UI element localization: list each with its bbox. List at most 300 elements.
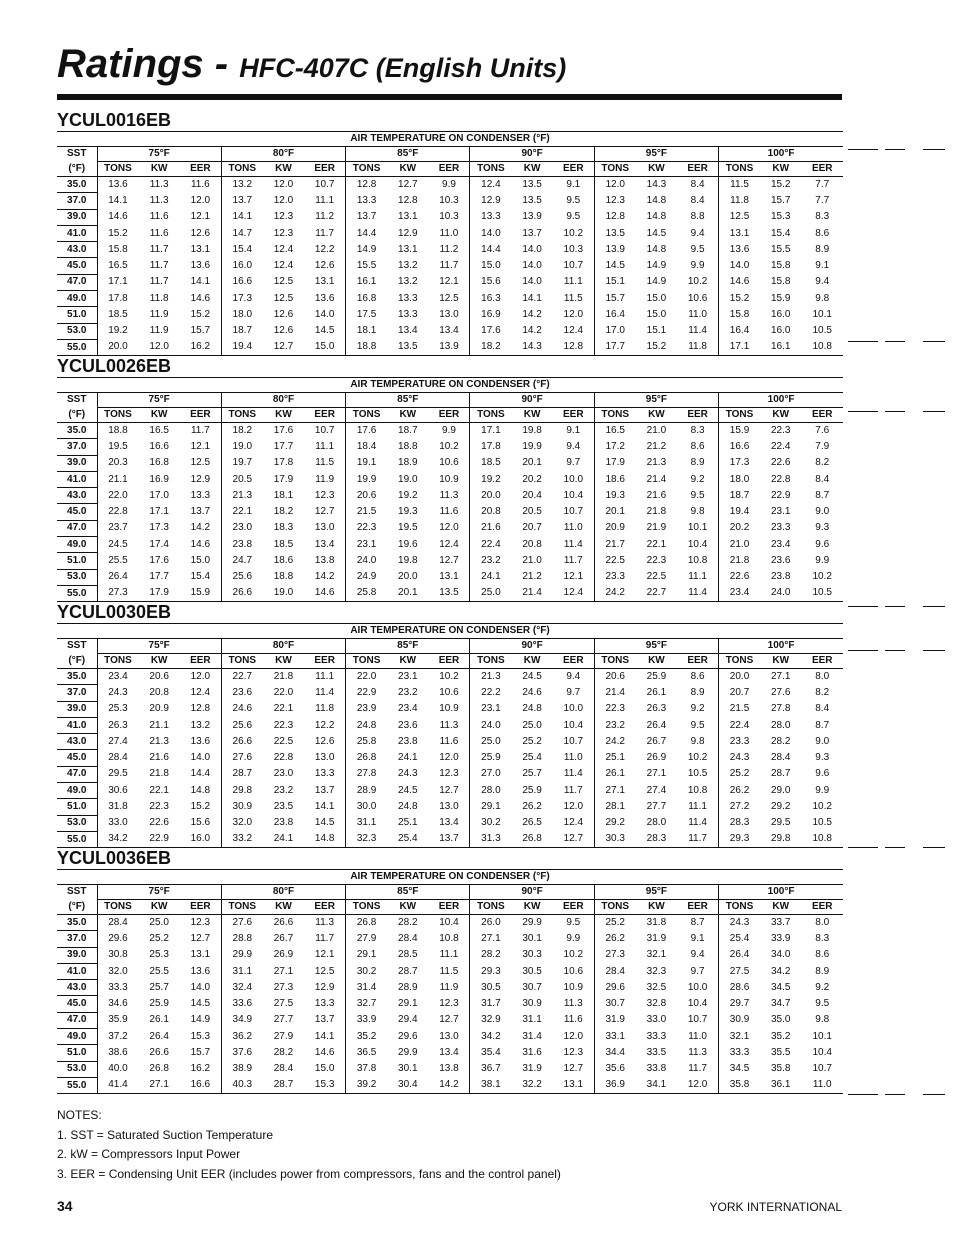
table-row — [57, 1077, 843, 1093]
rating-cell: 12.0 — [273, 178, 294, 190]
rating-cell: 13.2 — [221, 177, 262, 193]
condenser-temp-header: 85°F — [346, 639, 470, 654]
sst-value: 41.0 — [57, 471, 97, 487]
rating-cell: 18.2 — [221, 423, 262, 439]
rating-cell: 13.1 — [398, 243, 418, 255]
sst-value: 39.0 — [57, 209, 97, 225]
rating-cell: 12.3 — [190, 916, 211, 928]
rating-cell: 14.5 — [314, 817, 335, 829]
rating-cell: 28.0 — [470, 783, 511, 799]
rating-cell: 9.9 — [442, 178, 456, 190]
rating-cell: 33.5 — [646, 1047, 667, 1059]
rating-cell: 31.9 — [594, 1012, 635, 1028]
sst-value: 47.0 — [57, 520, 97, 536]
rating-cell: 30.5 — [522, 965, 542, 977]
rating-cell: 28.2 — [470, 947, 511, 963]
rating-cell: 16.2 — [190, 1063, 211, 1075]
rating-cell: 8.4 — [815, 703, 830, 715]
condenser-temp-header: 90°F — [470, 147, 594, 162]
rating-cell: 24.8 — [398, 801, 418, 813]
rating-cell: 26.7 — [273, 932, 294, 944]
rating-cell: 16.5 — [149, 424, 169, 436]
sst-value: 43.0 — [57, 980, 97, 996]
air-temp-label: AIR TEMPERATURE ON CONDENSER (°F) — [57, 378, 843, 393]
table-row — [57, 783, 843, 799]
rating-cell: 17.1 — [719, 339, 760, 355]
rating-cell: 27.5 — [273, 998, 294, 1010]
rating-cell: 30.1 — [398, 1063, 418, 1075]
rating-cell: 25.1 — [594, 750, 635, 766]
rating-cell: 26.5 — [522, 817, 542, 829]
table-row — [57, 520, 843, 536]
rating-cell: 9.7 — [690, 965, 705, 977]
rating-cell: 16.2 — [180, 339, 221, 355]
rating-cell: 27.1 — [770, 670, 791, 682]
unit-header: EER — [180, 654, 221, 669]
rating-cell: 27.1 — [470, 931, 511, 947]
rating-cell: 14.1 — [221, 209, 262, 225]
rating-cell: 13.8 — [314, 555, 335, 567]
rating-cell: 21.6 — [149, 752, 169, 764]
rating-cell: 12.0 — [677, 1077, 718, 1093]
rating-cell: 32.9 — [470, 1012, 511, 1028]
unit-header: EER — [553, 162, 594, 177]
rating-cell: 31.4 — [522, 1030, 542, 1042]
rating-cell: 22.8 — [273, 752, 294, 764]
rating-cell: 10.3 — [439, 211, 459, 223]
rating-cell: 7.9 — [815, 440, 830, 452]
table-row — [57, 471, 843, 487]
rating-cell: 10.8 — [687, 784, 708, 796]
rating-cell: 24.1 — [263, 831, 304, 847]
rating-cell: 9.5 — [566, 916, 581, 928]
rating-cell: 12.0 — [563, 1030, 584, 1042]
rating-cell: 23.7 — [108, 522, 128, 534]
unit-header: TONS — [470, 408, 511, 423]
sst-value: 39.0 — [57, 947, 97, 963]
rating-cell: 26.8 — [149, 1063, 169, 1075]
air-temp-label: AIR TEMPERATURE ON CONDENSER (°F) — [57, 870, 843, 885]
rating-cell: 31.4 — [346, 980, 387, 996]
rating-cell: 13.1 — [439, 571, 459, 583]
rating-cell: 14.0 — [522, 260, 542, 272]
rating-cell: 28.7 — [263, 1077, 304, 1093]
rating-cell: 16.6 — [221, 274, 262, 290]
rating-cell: 12.4 — [190, 686, 211, 698]
table-row — [57, 177, 843, 193]
rating-cell: 25.3 — [149, 949, 169, 961]
rating-cell: 15.1 — [594, 274, 635, 290]
rating-cell: 13.0 — [439, 801, 459, 813]
rating-cell: 8.7 — [690, 916, 705, 928]
rating-cell: 9.5 — [690, 243, 705, 255]
rating-cell: 12.4 — [563, 325, 584, 337]
rating-cell: 25.5 — [149, 965, 169, 977]
rating-cell: 12.7 — [398, 178, 418, 190]
rating-cell: 30.7 — [594, 996, 635, 1012]
rating-cell: 35.2 — [770, 1030, 791, 1042]
rating-cell: 25.7 — [522, 768, 542, 780]
rating-cell: 35.5 — [770, 1047, 791, 1059]
rating-cell: 10.6 — [563, 965, 584, 977]
rating-cell: 18.7 — [398, 424, 418, 436]
rating-cell: 18.8 — [398, 440, 418, 452]
rating-cell: 11.1 — [315, 440, 335, 452]
rating-cell: 13.8 — [439, 1063, 459, 1075]
rating-cell: 14.0 — [522, 243, 542, 255]
rating-cell: 29.5 — [770, 817, 791, 829]
rating-cell: 23.3 — [770, 522, 791, 534]
sst-label: SST — [57, 885, 97, 900]
rating-cell: 11.7 — [149, 243, 169, 255]
rating-cell: 8.0 — [815, 670, 830, 682]
rating-cell: 15.9 — [770, 292, 791, 304]
rating-cell: 11.7 — [677, 831, 718, 847]
rating-cell: 19.8 — [522, 424, 542, 436]
rating-cell: 11.5 — [563, 292, 583, 304]
rating-cell: 14.0 — [719, 258, 760, 274]
rating-cell: 18.9 — [398, 457, 418, 469]
rating-cell: 15.0 — [470, 258, 511, 274]
rating-cell: 30.6 — [108, 784, 128, 796]
rating-cell: 25.1 — [398, 817, 418, 829]
rating-cell: 13.0 — [439, 1030, 459, 1042]
rating-cell: 19.4 — [719, 504, 760, 520]
rating-cell: 28.7 — [398, 965, 418, 977]
table-row — [57, 537, 843, 553]
rating-cell: 12.9 — [314, 981, 335, 993]
sst-value: 53.0 — [57, 1061, 97, 1077]
rating-cell: 22.9 — [346, 685, 387, 701]
rating-cell: 13.3 — [398, 309, 418, 321]
sst-value: 51.0 — [57, 799, 97, 815]
rating-cell: 14.1 — [522, 292, 542, 304]
rating-cell: 11.7 — [563, 784, 583, 796]
rating-cell: 16.8 — [346, 291, 387, 307]
rating-cell: 14.4 — [190, 768, 211, 780]
rating-cell: 32.3 — [646, 965, 667, 977]
rating-cell: 12.0 — [563, 801, 584, 813]
rating-cell: 32.0 — [221, 815, 262, 831]
rating-cell: 13.7 — [221, 193, 262, 209]
condenser-temp-header: 100°F — [719, 639, 843, 654]
rating-cell: 14.3 — [646, 178, 667, 190]
unit-header: EER — [304, 654, 345, 669]
rating-cell: 33.3 — [646, 1030, 667, 1042]
condenser-temp-header: 80°F — [221, 639, 345, 654]
rating-cell: 11.9 — [149, 325, 169, 337]
rating-cell: 25.2 — [149, 932, 169, 944]
sst-value: 49.0 — [57, 1029, 97, 1045]
rating-cell: 12.8 — [398, 194, 418, 206]
rating-cell: 20.4 — [522, 489, 542, 501]
rating-cell: 14.7 — [221, 225, 262, 241]
rating-cell: 14.8 — [646, 211, 667, 223]
margin-tick — [885, 606, 905, 607]
margin-tick — [885, 1094, 905, 1095]
rating-cell: 9.7 — [566, 686, 581, 698]
rating-cell: 32.5 — [646, 981, 667, 993]
rating-cell: 18.7 — [719, 488, 760, 504]
rating-cell: 14.8 — [646, 194, 667, 206]
unit-header: EER — [553, 900, 594, 915]
rating-cell: 12.0 — [190, 194, 211, 206]
rating-cell: 10.5 — [687, 768, 708, 780]
unit-header: TONS — [97, 654, 138, 669]
rating-cell: 20.6 — [346, 488, 387, 504]
rating-cell: 19.5 — [398, 522, 418, 534]
rating-cell: 9.5 — [815, 998, 830, 1010]
rating-cell: 15.2 — [636, 339, 677, 355]
rating-cell: 24.7 — [221, 553, 262, 569]
rating-cell: 18.6 — [273, 555, 294, 567]
rating-cell: 26.4 — [108, 571, 128, 583]
rating-cell: 9.4 — [815, 276, 830, 288]
rating-cell: 12.5 — [190, 457, 211, 469]
rating-cell: 13.0 — [314, 752, 335, 764]
table-row — [57, 423, 843, 439]
rating-cell: 9.2 — [815, 981, 830, 993]
unit-header: EER — [801, 900, 843, 915]
rating-cell: 22.5 — [594, 553, 635, 569]
rating-cell: 30.2 — [346, 963, 387, 979]
sst-value: 49.0 — [57, 537, 97, 553]
rating-cell: 8.7 — [815, 719, 830, 731]
rating-cell: 23.4 — [108, 670, 128, 682]
rating-cell: 28.1 — [594, 799, 635, 815]
rating-cell: 23.5 — [273, 801, 294, 813]
rating-cell: 17.6 — [346, 423, 387, 439]
rating-cell: 10.0 — [687, 981, 708, 993]
rating-cell: 10.9 — [563, 981, 584, 993]
unit-header: EER — [304, 408, 345, 423]
rating-cell: 27.1 — [646, 768, 667, 780]
rating-cell: 13.6 — [314, 292, 335, 304]
sst-value: 51.0 — [57, 1045, 97, 1061]
table-row — [57, 585, 843, 601]
rating-cell: 11.3 — [563, 998, 583, 1010]
rating-cell: 22.8 — [108, 506, 128, 518]
rating-cell: 13.6 — [190, 260, 211, 272]
condenser-temp-header: 95°F — [594, 885, 718, 900]
rating-cell: 25.8 — [346, 734, 387, 750]
condenser-temp-header: 90°F — [470, 639, 594, 654]
condenser-temp-header: 80°F — [221, 393, 345, 408]
temperature-header-row — [57, 885, 843, 900]
rating-cell: 12.7 — [439, 784, 459, 796]
unit-header: KW — [511, 162, 552, 177]
rating-cell: 13.3 — [190, 489, 211, 501]
rating-cell: 15.0 — [646, 292, 667, 304]
rating-cell: 29.6 — [594, 980, 635, 996]
rating-cell: 28.3 — [719, 815, 760, 831]
rating-cell: 24.0 — [346, 553, 387, 569]
rating-cell: 21.6 — [470, 520, 511, 536]
rating-cell: 12.8 — [594, 209, 635, 225]
unit-header: EER — [304, 162, 345, 177]
rating-cell: 11.5 — [719, 177, 760, 193]
rating-cell: 28.2 — [273, 1047, 294, 1059]
sst-value: 43.0 — [57, 488, 97, 504]
rating-cell: 21.2 — [522, 571, 542, 583]
unit-header: KW — [387, 900, 428, 915]
table-row — [57, 996, 843, 1012]
rating-cell: 10.9 — [439, 703, 459, 715]
rating-cell: 27.7 — [273, 1014, 294, 1026]
unit-header: EER — [180, 162, 221, 177]
temperature-header-row — [57, 639, 843, 654]
rating-cell: 21.5 — [719, 701, 760, 717]
sst-value: 55.0 — [57, 585, 97, 601]
unit-header: TONS — [97, 408, 138, 423]
rating-cell: 12.7 — [190, 932, 211, 944]
rating-cell: 12.9 — [470, 193, 511, 209]
rating-cell: 11.5 — [315, 457, 335, 469]
rating-cell: 12.1 — [314, 949, 335, 961]
rating-cell: 35.0 — [770, 1014, 791, 1026]
rating-cell: 29.5 — [108, 768, 128, 780]
sst-value: 47.0 — [57, 274, 97, 290]
rating-cell: 14.2 — [522, 325, 542, 337]
table-row — [57, 339, 843, 355]
margin-tick — [885, 149, 905, 150]
rating-cell: 7.7 — [815, 178, 830, 190]
rating-cell: 26.8 — [346, 915, 387, 931]
unit-header: KW — [263, 162, 304, 177]
rating-cell: 17.8 — [470, 439, 511, 455]
rating-cell: 11.6 — [149, 211, 169, 223]
rating-cell: 23.4 — [398, 703, 418, 715]
rating-cell: 13.3 — [314, 998, 335, 1010]
sst-value: 53.0 — [57, 815, 97, 831]
rating-cell: 19.7 — [221, 455, 262, 471]
rating-cell: 9.4 — [690, 227, 705, 239]
rating-cell: 18.7 — [221, 323, 262, 339]
rating-cell: 34.5 — [719, 1061, 760, 1077]
table-row — [57, 931, 843, 947]
table-row — [57, 193, 843, 209]
rating-cell: 10.6 — [439, 686, 459, 698]
table-row — [57, 915, 843, 931]
sst-value: 43.0 — [57, 242, 97, 258]
rating-cell: 22.1 — [221, 504, 262, 520]
unit-header: KW — [138, 408, 179, 423]
rating-cell: 27.0 — [470, 766, 511, 782]
rating-cell: 10.6 — [687, 292, 708, 304]
rating-cell: 11.8 — [677, 339, 718, 355]
rating-cell: 32.3 — [346, 831, 387, 847]
unit-header: TONS — [470, 162, 511, 177]
rating-cell: 8.8 — [690, 211, 705, 223]
rating-cell: 32.4 — [221, 980, 262, 996]
rating-cell: 16.9 — [470, 307, 511, 323]
rating-cell: 17.1 — [108, 276, 128, 288]
margin-tick — [923, 341, 945, 342]
rating-cell: 10.0 — [563, 473, 584, 485]
rating-cell: 33.3 — [108, 981, 128, 993]
rating-cell: 14.4 — [346, 225, 387, 241]
rating-cell: 12.1 — [563, 571, 584, 583]
sst-value: 43.0 — [57, 734, 97, 750]
rating-cell: 22.6 — [149, 817, 169, 829]
title-sub: HFC-407C (English Units) — [239, 53, 567, 83]
unit-header: EER — [677, 408, 718, 423]
rating-cell: 13.5 — [594, 225, 635, 241]
rating-cell: 22.5 — [273, 735, 294, 747]
rating-cell: 29.8 — [760, 831, 801, 847]
rating-cell: 8.9 — [815, 243, 830, 255]
table-row — [57, 963, 843, 979]
rating-cell: 13.1 — [553, 1077, 594, 1093]
rating-cell: 10.2 — [439, 440, 459, 452]
rating-cell: 7.7 — [815, 194, 830, 206]
condenser-temp-header: 95°F — [594, 147, 718, 162]
rating-cell: 11.8 — [315, 703, 335, 715]
rating-cell: 10.5 — [812, 325, 832, 337]
sst-value: 35.0 — [57, 177, 97, 193]
rating-cell: 9.1 — [815, 260, 830, 272]
rating-cell: 28.4 — [770, 752, 791, 764]
model-section — [57, 848, 845, 1094]
rating-cell: 24.3 — [398, 768, 418, 780]
rating-cell: 32.2 — [511, 1077, 552, 1093]
sst-value: 35.0 — [57, 669, 97, 685]
rating-cell: 24.3 — [108, 686, 128, 698]
unit-header: TONS — [221, 900, 262, 915]
sst-unit: (°F) — [57, 654, 97, 669]
rating-cell: 14.6 — [190, 538, 211, 550]
rating-cell: 20.5 — [522, 506, 542, 518]
rating-cell: 29.1 — [470, 799, 511, 815]
rating-cell: 14.0 — [522, 276, 542, 288]
rating-cell: 35.8 — [770, 1063, 791, 1075]
rating-cell: 33.9 — [770, 932, 791, 944]
unit-header: EER — [677, 162, 718, 177]
rating-cell: 18.8 — [108, 424, 128, 436]
rating-cell: 11.0 — [801, 1077, 843, 1093]
rating-cell: 10.2 — [812, 801, 832, 813]
rating-cell: 22.0 — [346, 669, 387, 685]
rating-cell: 32.0 — [108, 965, 128, 977]
rating-cell: 19.9 — [346, 471, 387, 487]
rating-cell: 29.8 — [221, 783, 262, 799]
rating-cell: 21.8 — [273, 670, 294, 682]
rating-cell: 34.7 — [770, 998, 791, 1010]
rating-cell: 22.1 — [273, 703, 294, 715]
rating-cell: 10.7 — [687, 1014, 708, 1026]
rating-cell: 41.4 — [97, 1077, 138, 1093]
rating-cell: 14.8 — [190, 784, 211, 796]
table-row — [57, 488, 843, 504]
rating-cell: 12.4 — [563, 817, 584, 829]
rating-cell: 7.6 — [815, 424, 830, 436]
rating-cell: 8.6 — [815, 227, 830, 239]
rating-cell: 9.6 — [815, 538, 830, 550]
rating-cell: 20.2 — [719, 520, 760, 536]
rating-cell: 11.1 — [688, 801, 707, 813]
table-row — [57, 685, 843, 701]
unit-header: TONS — [97, 162, 138, 177]
unit-header: KW — [263, 654, 304, 669]
rating-cell: 10.2 — [687, 752, 708, 764]
rating-cell: 15.0 — [190, 555, 211, 567]
rating-cell: 8.7 — [815, 489, 830, 501]
rating-cell: 16.0 — [221, 258, 262, 274]
rating-cell: 11.3 — [688, 1047, 707, 1059]
rating-cell: 12.6 — [273, 325, 294, 337]
rating-cell: 27.1 — [594, 783, 635, 799]
rating-cell: 29.0 — [770, 784, 791, 796]
